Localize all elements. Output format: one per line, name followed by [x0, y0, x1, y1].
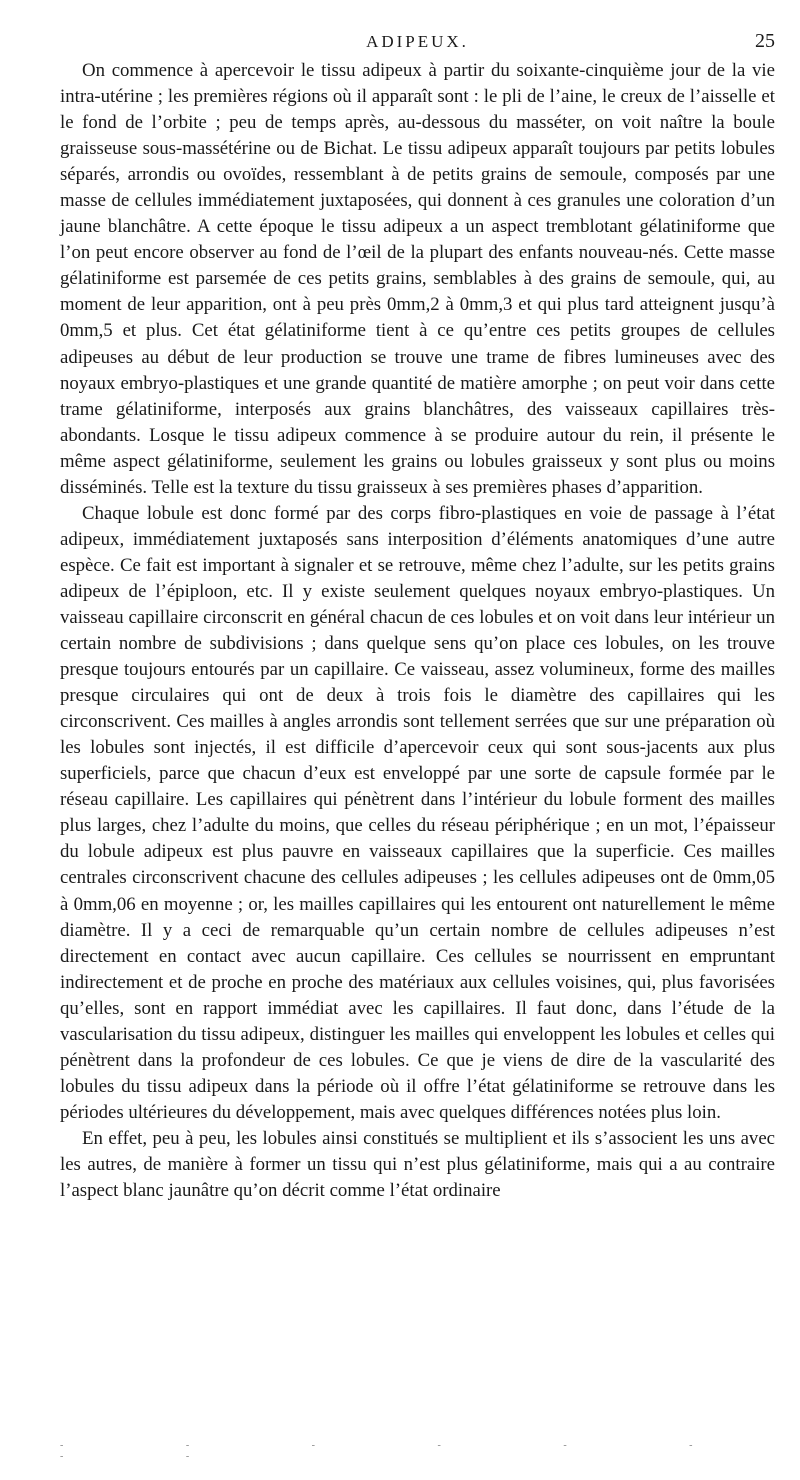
running-head: ADIPEUX.	[366, 32, 469, 51]
body-text	[60, 58, 775, 1204]
paragraph-1: On commence à apercevoir le tissu adipeux à partir du soixante-cinquième jour de la vie intra-utérine ; les premières régions où il apparaît sont : le pli de l’aine, le creux de l’aisselle et le fond de l’orbite ; peu de temps après, au-dessous du masséter, on voit naître la boule graisseuse sous-massétérine ou de Bichat. Le tissu adipeux apparaît toujours par petits lobules séparés, arrondis ou ovoïdes, ressemblant à de petits grains de semoule, composés par une masse de cellules immédiatement juxtaposées, qui donnent à ces granules une coloration d’un jaune blanchâtre. A cette époque le tissu adipeux a un aspect tremblotant gélatiniforme que l’on peut encore observer au fond de l’œil de la plupart des enfants nouveau-nés. Cette masse gélatiniforme est parsemée de ces petits grains, semblables à des grains de semoule, qui, au moment de leur apparition, ont à peu près 0mm,2 à 0mm,3 et qui plus tard atteignent jusqu’à 0mm,5 et plus. Cet état gélatiniforme tient à ce qu’entre ces petits groupes de cellules adipeuses au début de leur production se trouve une trame de fibres lumineuses avec des noyaux embryo-plastiques et une grande quantité de matière amorphe ; on peut voir dans cette trame gélatiniforme, interposés aux grains blanchâtres, des vaisseaux capillaires très-abondants. Losque le tissu adipeux commence à se produire autour du rein, il présente le même aspect gélatiniforme, seulement les grains ou lobules graisseux y sont plus ou moins disséminés. Telle est la texture du tissu graisseux à ses premières phases d’apparition.	[60, 60, 775, 498]
page-header	[60, 30, 775, 56]
bottom-marks: - - - - - - - -	[60, 1440, 753, 1462]
paragraph-3: En effet, peu à peu, les lobules ainsi constitués se multiplient et ils s’associent les uns avec les autres, de manière à former un tissu qui n’est plus gélatiniforme, mais qui a au contraire l’aspect blanc jaunâtre qu’on décrit comme l’état ordinaire	[60, 1127, 775, 1202]
page-number: 25	[755, 30, 775, 52]
paragraph-2: Chaque lobule est donc formé par des corps fibro-plastiques en voie de passage à l’état adipeux, immédiatement juxtaposés sans interposition d’éléments anatomiques d’une autre espèce. Ce fait est important à signaler et se retrouve, même chez l’adulte, sur les petits grains adipeux de l’épiploon, etc. Il y existe seulement quelques noyaux embryo-plastiques. Un vaisseau capillaire circonscrit en général chacun de ces lobules et on voit dans leur intérieur un certain nombre de subdivisions ; dans quelque sens qu’on place ces lobules, on les trouve presque toujours entourés par un capillaire. Ce vaisseau, assez volumineux, forme des mailles presque circulaires qui ont de deux à trois fois le diamètre des capillaires qui les circonscrivent. Ces mailles à angles arrondis sont tellement serrées que sur une préparation où les lobules sont injectés, il est difficile d’apercevoir ceux qui sont sous-jacents aux plus superficiels, parce que chacun d’eux est enveloppé par une sorte de capsule formée par le réseau capillaire. Les capillaires qui pénètrent dans l’intérieur du lobule forment des mailles plus larges, chez l’adulte du moins, que celles du réseau périphérique ; en un mot, l’épaisseur du lobule adipeux est plus pauvre en vaisseaux capillaires que la superficie. Ces mailles centrales circonscrivent chacune des cellules adipeuses ; les cellules adipeuses ont de 0mm,05 à 0mm,06 en moyenne ; or, les mailles capillaires qui les entourent ont naturellement le même diamètre. Il y a ceci de remarquable qu’un certain nombre de cellules adipeuses n’est directement en contact avec aucun capillaire. Ces cellules se nourrissent en empruntant indirectement et de proche en proche des matériaux aux cellules voisines, qui, plus favorisées qu’elles, sont en rapport immédiat avec les capillaires. Il faut donc, dans l’étude de la vascularisation du tissu adipeux, distinguer les mailles qui enveloppent les lobules et celles qui pénètrent dans la profondeur de ces lobules. Ce que je viens de dire de la vascularité des lobules du tissu adipeux dans la période où il offre l’état gélatiniforme se retrouve dans les périodes ultérieures du développement, mais avec quelques différences notées plus loin.	[60, 502, 775, 1123]
